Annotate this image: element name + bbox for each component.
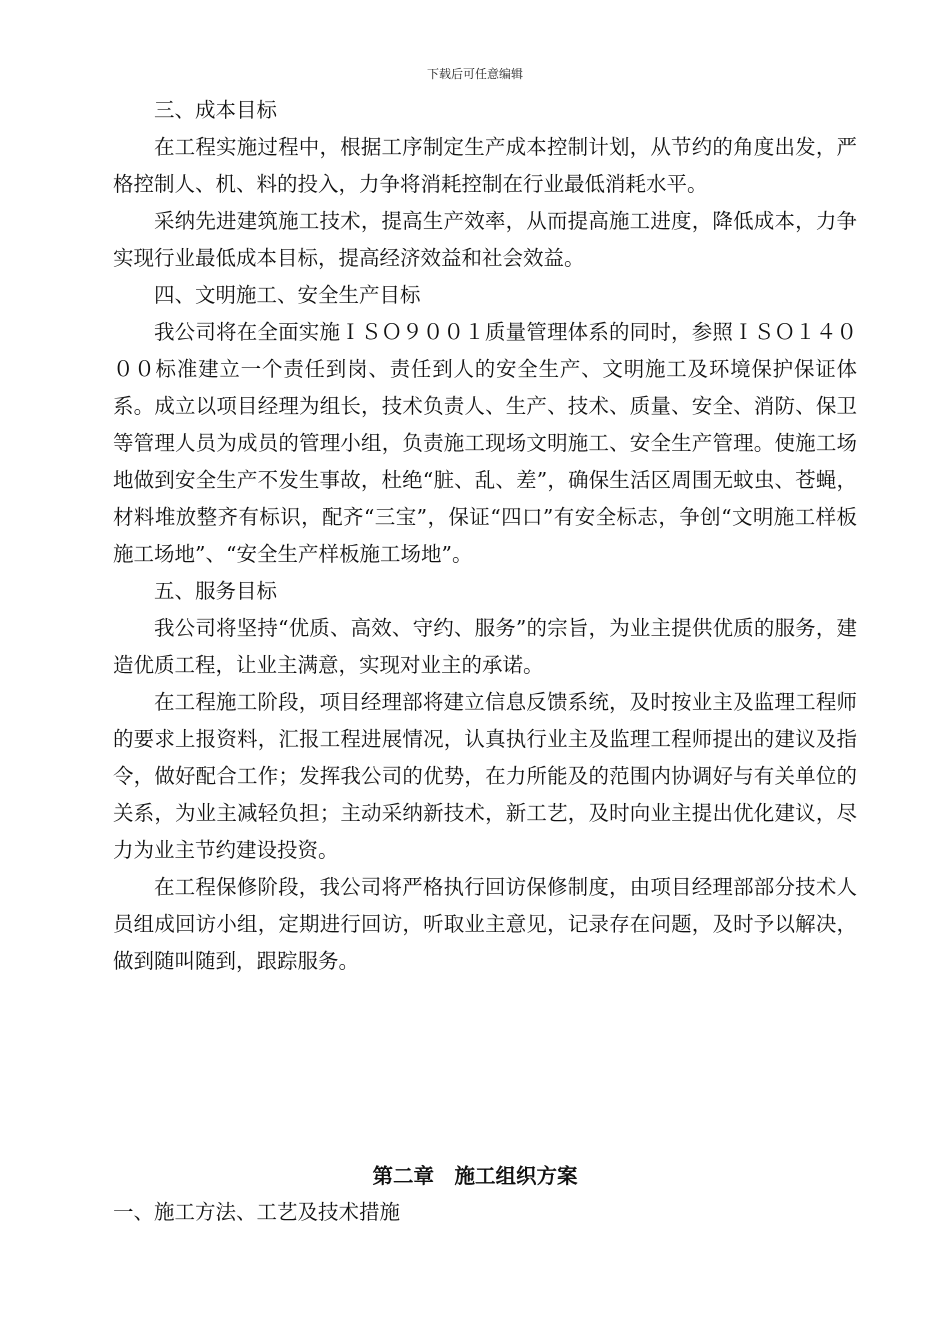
paragraph: 在工程实施过程中，根据工序制定生产成本控制计划，从节约的角度出发，严格控制人、机、料的投入，力争将消耗控制在行业最低消耗水平。 (113, 135, 857, 196)
header-note: 下载后可任意编辑 (426, 67, 523, 81)
paragraph: 我公司将在全面实施ＩＳＯ９００１质量管理体系的同时，参照ＩＳＯ１４０００标准建立一个责任到岗、责任到人的安全生产、文明施工及环境保护保证体系。成立以项目经理为组长，技术负责人、生产、技术、质量、安全、消防、保卫等管理人员为成员的管理小组，负责施工现场文明施工、安全生产管理。使施工场地做到安全生产不发生事故，杜绝“脏、乱、差”，确保生活区周围无蚊虫、苍蝇，材料堆放整齐有标识，配齐“三宝”，保证“四口”有安全标志，争创“文明施工样板施工场地”、“安全生产样板施工场地”。 (113, 320, 857, 566)
document-body (113, 92, 857, 980)
paragraph: 我公司将坚持“优质、高效、守约、服务”的宗旨，为业主提供优质的服务，建造优质工程，让业主满意，实现对业主的承诺。 (113, 616, 857, 677)
paragraph: 在工程保修阶段，我公司将严格执行回访保修制度，由项目经理部部分技术人员组成回访小组，定期进行回访，听取业主意见，记录存在问题，及时予以解决，做到随叫随到，跟踪服务。 (113, 875, 857, 973)
chapter-title: 第二章 施工组织方案 (372, 1164, 578, 1188)
section-heading-cost: 三、成本目标 (154, 98, 277, 122)
paragraph: 采纳先进建筑施工技术，提高生产效率，从而提高施工进度，降低成本，力争实现行业最低成本目标，提高经济效益和社会效益。 (113, 209, 857, 270)
section-heading-service: 五、服务目标 (154, 579, 277, 603)
paragraph: 在工程施工阶段，项目经理部将建立信息反馈系统，及时按业主及监理工程师的要求上报资料，汇报工程进展情况，认真执行业主及监理工程师提出的建议及指令，做好配合工作；发挥我公司的优势，在力所能及的范围内协调好与有关单位的关系，为业主减轻负担；主动采纳新技术，新工艺，及时向业主提出优化建议，尽力为业主节约建设投资。 (113, 690, 857, 862)
section-heading-safety: 四、文明施工、安全生产目标 (154, 283, 421, 307)
section-heading-methods: 一、施工方法、工艺及技术措施 (113, 1200, 400, 1224)
